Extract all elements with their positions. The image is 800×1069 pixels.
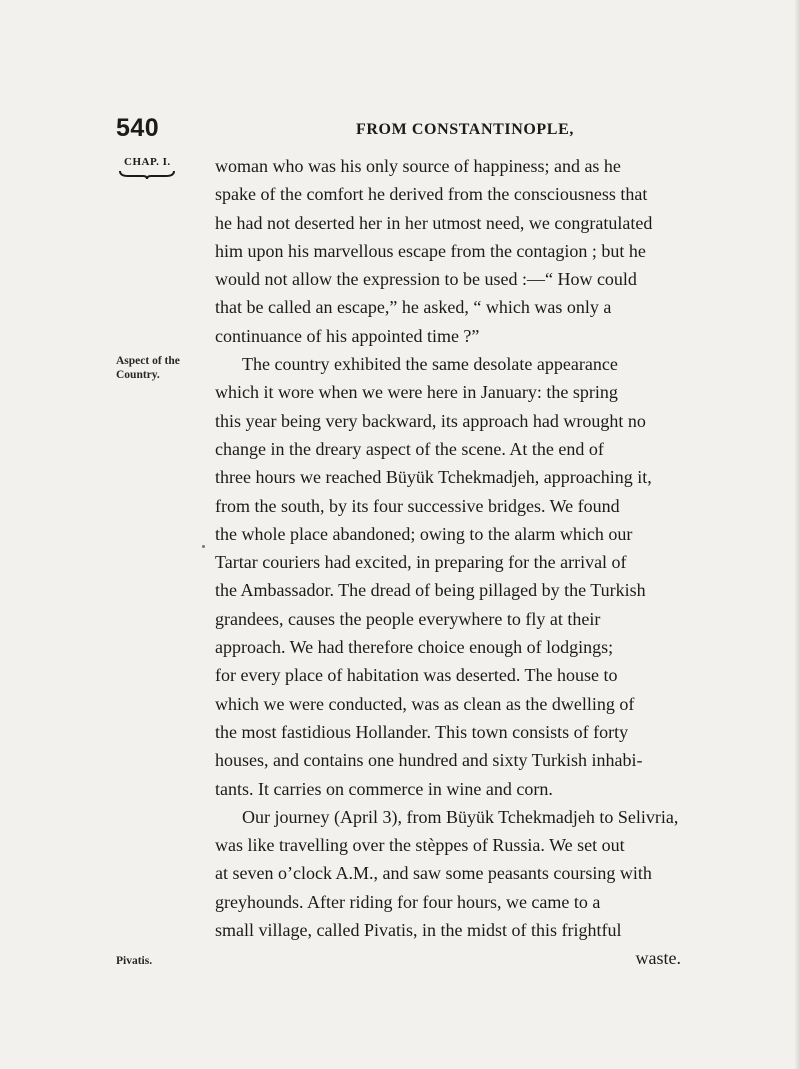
page-header <box>116 114 686 146</box>
text-line: woman who was his only source of happiness; and as he <box>215 156 621 176</box>
text-line: him upon his marvellous escape from the contagion ; but he <box>215 240 646 261</box>
chapter-label: CHAP. I. <box>124 156 171 168</box>
text-line: greyhounds. After riding for four hours, we came to a <box>215 891 601 912</box>
page-edge <box>794 0 800 1069</box>
text-line: waste. <box>635 948 681 969</box>
text-line: was like travelling over the stèppes of Russia. We set out <box>215 835 625 856</box>
text-line: continuance of his appointed time ?” <box>215 325 480 346</box>
text-line: would not allow the expression to be used :—“ How could <box>215 269 637 290</box>
text-line: which it wore when we were here in January: the spring <box>215 382 618 403</box>
text-line: at seven o’clock A.M., and saw some peasants coursing with <box>215 863 652 884</box>
text-line: Tartar couriers had excited, in preparing for the arrival of <box>215 552 627 573</box>
text-line: change in the dreary aspect of the scene. At the end of <box>215 438 604 459</box>
margin-note-pivatis: Pivatis. <box>116 955 153 967</box>
text-line: three hours we reached Büyük Tchekmadjeh, approaching it, <box>215 467 652 488</box>
running-head: FROM CONSTANTINOPLE, <box>356 121 574 138</box>
text-line: small village, called Pivatis, in the midst of this frightful <box>215 920 622 941</box>
text-line: which we were conducted, was as clean as the dwelling of <box>215 693 635 714</box>
text-line: from the south, by its four successive bridges. We found <box>215 495 620 516</box>
text-line: spake of the comfort he derived from the consciousness that <box>215 184 648 205</box>
chapter-marker <box>118 152 198 180</box>
text-line: he had not deserted her in her utmost need, we congratulated <box>215 212 653 233</box>
ink-speck <box>202 545 205 548</box>
text-line: the whole place abandoned; owing to the alarm which our <box>215 523 633 544</box>
text-line: approach. We had therefore choice enough of lodgings; <box>215 637 614 658</box>
text-line: that be called an escape,” he asked, “ which was only a <box>215 297 612 318</box>
text-line: Our journey (April 3), from Büyük Tchekmadjeh to Selivria, <box>242 806 679 827</box>
text-line: tants. It carries on commerce in wine and corn. <box>215 778 553 799</box>
body-text <box>215 152 685 973</box>
page-number: 540 <box>116 114 160 142</box>
text-line: grandees, causes the people everywhere to fly at their <box>215 608 601 629</box>
margin-note-aspect: Aspect of the Country. <box>116 355 180 381</box>
text-line: this year being very backward, its approach had wrought no <box>215 410 646 431</box>
text-line: for every place of habitation was deserted. The house to <box>215 665 618 686</box>
brace-icon <box>118 170 176 180</box>
text-line: the Ambassador. The dread of being pillaged by the Turkish <box>215 580 646 601</box>
text-line: the most fastidious Hollander. This town consists of forty <box>215 721 629 742</box>
text-line: houses, and contains one hundred and sixty Turkish inhabi- <box>215 750 643 771</box>
text-line: The country exhibited the same desolate appearance <box>242 354 618 375</box>
